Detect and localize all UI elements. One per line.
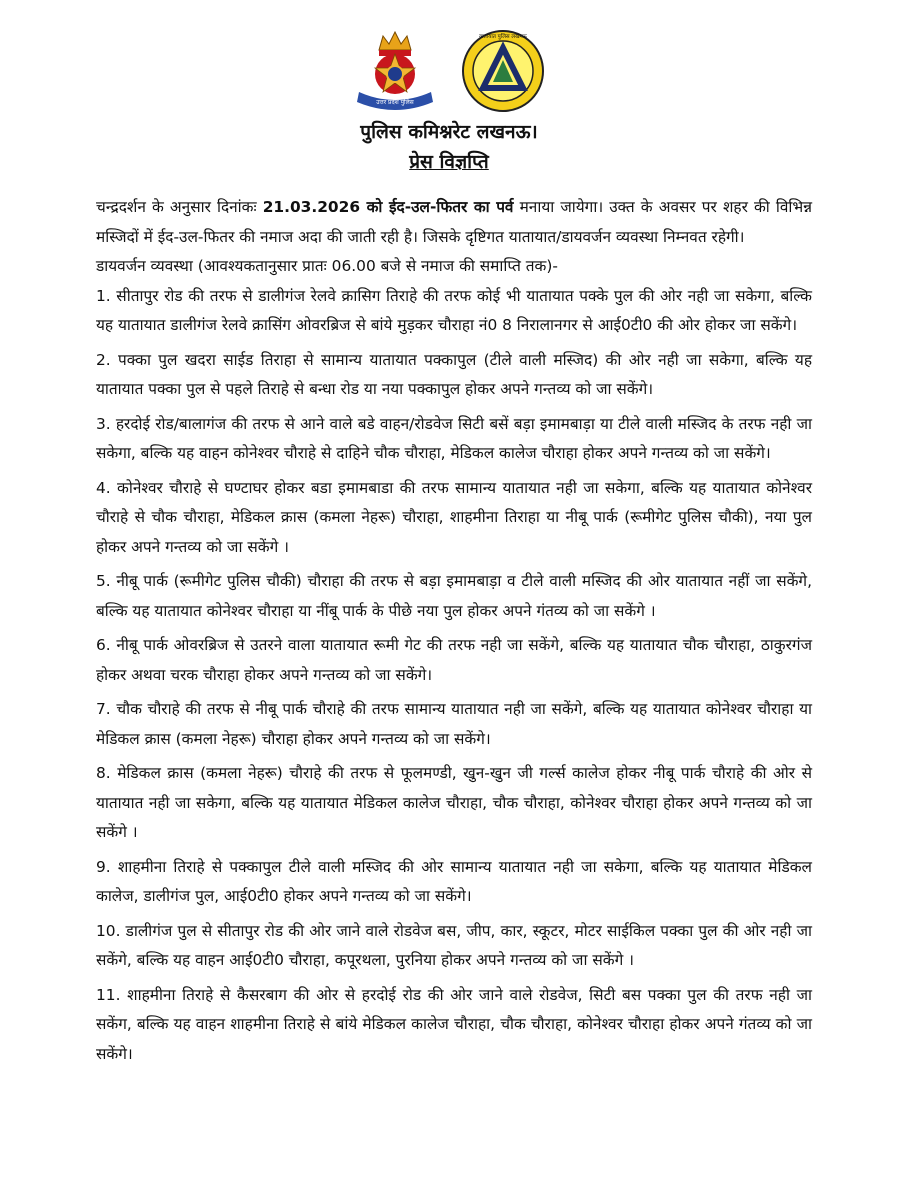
- press-release-body: [96, 193, 812, 1074]
- diversion-point: 2. पक्का पुल खदरा साईड तिराहा से सामान्य यातायात पक्कापुल (टीले वाली मस्जिद) की ओर नही जा सकेगा, बल्कि यह यातायात पक्का पुल से पहले तिराहे से बन्धा रोड या नया पक्कापुल होकर अपने गन्तव्य को जा सकेंगे।: [96, 350, 812, 398]
- diversion-point: 3. हरदोई रोड/बालागंज की तरफ से आने वाले बडे वाहन/रोडवेज सिटी बसें बड़ा इमामबाड़ा या टीले वाली मस्जिद के तरफ नही जा सकेगा, बल्कि यह वाहन कोनेश्वर चौराहे से दाहिने चौक चौराहा, मेडिकल कालेज चौराहा होकर अपने गन्तव्य को जा सकेंगे।: [96, 414, 812, 462]
- svg-text:उत्तर प्रदेश पुलिस: उत्तर प्रदेश पुलिस: [376, 99, 414, 106]
- svg-text:यातायात पुलिस लखनऊ: यातायात पुलिस लखनऊ: [478, 34, 528, 40]
- up-police-emblem-icon: [349, 28, 441, 114]
- intro-text-end: मनाया जायेगा। उक्त के अवसर पर शहर की विभिन्न मस्जिदों में ईद-उल-फितर की नमाज अदा की जाती रही है। जिसके दृष्टिगत यातायात/डायवर्जन व्यवस्था निम्नवत रहेगी।: [96, 198, 812, 246]
- traffic-police-emblem-icon: [457, 28, 549, 114]
- intro-text-start: चन्द्रदर्शन के अनुसार दिनांकः: [96, 198, 263, 216]
- diversion-heading: डायवर्जन व्यवस्था (आवश्यकतानुसार प्रातः 06.00 बजे से नमाज की समाप्ति तक)-: [96, 257, 558, 275]
- diversion-point: 9. शाहमीना तिराहे से पक्कापुल टीले वाली मस्जिद की ओर सामान्य यातायात नही जा सकेगा, बल्कि यह यातायात मेडिकल कालेज, डालीगंज पुल, आई0टी0 होकर अपने गन्तव्य को जा सकेंगे।: [96, 857, 812, 905]
- diversion-point: 7. चौक चौराहे की तरफ से नीबू पार्क चौराहे की तरफ सामान्य यातायात नही जा सकेंगे, बल्कि यह यातायात कोनेश्वर चौराहा या मेडिकल क्रास (कमला नेहरू) चौराहा होकर अपने गन्तव्य को जा सकेंगे।: [96, 700, 812, 748]
- diversion-point: 11. शाहमीना तिराहे से कैसरबाग की ओर से हरदोई रोड की ओर जाने वाले रोडवेज, सिटी बस पक्का पुल की तरफ नही जा सकेंग, बल्कि यह वाहन शाहमीना तिराहे से बांये मेडिकल कालेज चौराहा, चौक चौराहा, कोनेश्वर चौराहा होकर अपने गंतव्य को जा सकेंगे।: [96, 985, 812, 1063]
- intro-date-highlight: 21.03.2026 को ईद-उल-फितर का पर्व: [262, 198, 514, 216]
- diversion-point: 4. कोनेश्वर चौराहे से घण्टाघर होकर बडा इमामबाडा की तरफ सामान्य यातायात नही जा सकेगा, बल्कि यह यातायात कोनेश्वर चौराहे से चौक चौराहा, मेडिकल क्रास (कमला नेहरू) चौराहा, शाहमीना तिराहा या नीबू पार्क (रूमीगेट पुलिस चौकी), नया पुल होकर अपने गन्तव्य को जा सकेंगे ।: [96, 478, 812, 556]
- page-subtitle: प्रेस विज्ञप्ति: [409, 151, 489, 173]
- diversion-point: 6. नीबू पार्क ओवरब्रिज से उतरने वाला यातायात रूमी गेट की तरफ नही जा सकेंगे, बल्कि यह यातायात चौक चौराहा, ठाकुरगंज होकर अथवा चरक चौराहा होकर अपने गन्तव्य को जा सकेंगे।: [96, 636, 812, 684]
- diversion-point: 10. डालीगंज पुल से सीतापुर रोड की ओर जाने वाले रोडवेज बस, जीप, कार, स्कूटर, मोटर साईकिल पक्का पुल की ओर नही जा सकेंगे, बल्कि यह वाहन आई0टी0 चौराहा, कपूरथला, पुरनिया होकर अपने गन्तव्य को जा सकेंगे ।: [96, 921, 812, 969]
- diversion-point: 5. नीबू पार्क (रूमीगेट पुलिस चौकी) चौराहा की तरफ से बड़ा इमामबाड़ा व टीले वाली मस्जिद की ओर यातायात नहीं जा सकेंगे, बल्कि यह यातायात कोनेश्वर चौराहा या नींबू पार्क के पीछे नया पुल होकर अपने गंतव्य को जा सकेंगे ।: [96, 572, 812, 620]
- diversion-point: 8. मेडिकल क्रास (कमला नेहरू) चौराहे की तरफ से फूलमण्डी, खुन-खुन जी गर्ल्स कालेज होकर नीबू पार्क चौराहे की ओर से यातायात नही जा सकेगा, बल्कि यह यातायात मेडिकल कालेज चौराहा, चौक चौराहा, कोनेश्वर चौराहा होकर अपने गन्तव्य को जा सकेंगे ।: [96, 764, 812, 841]
- page-title: पुलिस कमिश्नरेट लखनऊ।: [360, 121, 538, 143]
- intro-paragraph: [96, 193, 812, 252]
- diversion-point: 1. सीतापुर रोड की तरफ से डालीगंज रेलवे क्रासिग तिराहे की तरफ कोई भी यातायात पक्के पुल की ओर नही जा सकेगा, बल्कि यह यातायात डालीगंज रेलवे क्रासिंग ओवरब्रिज से बांये मुड़कर चौराहा नं0 8 निरालानगर से आई0टी0 की ओर होकर जा सकेंगे।: [96, 286, 812, 334]
- header-logos: [0, 28, 898, 114]
